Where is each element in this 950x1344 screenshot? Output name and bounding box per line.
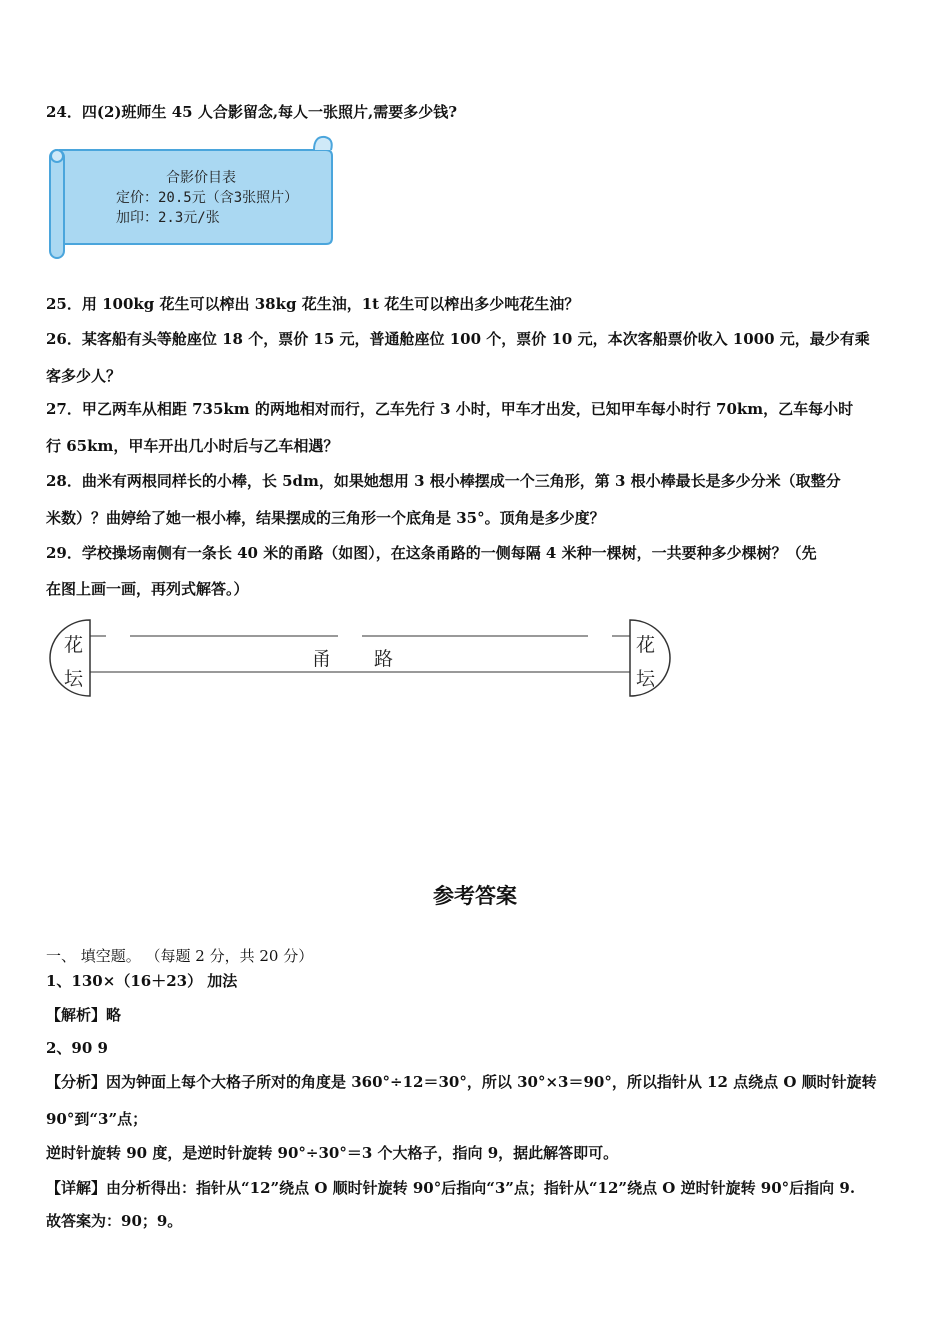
answers-section-title: 一、 填空题。 （每题 2 分，共 20 分） <box>46 947 314 965</box>
left-flowerbed-char2: 坛 <box>64 668 84 690</box>
question-27-line1: 27．甲乙两车从相距 735km 的两地相对而行，乙车先行 3 小时，甲车才出发，已知甲车每小时行 70km，乙车每小时 <box>46 400 854 418</box>
right-flowerbed-char2: 坛 <box>636 668 656 690</box>
question-24: 24．四(2)班师生 45 人合影留念,每人一张照片,需要多少钱? <box>46 103 458 121</box>
answer-2-final: 故答案为：90；9。 <box>46 1212 183 1230</box>
road-label-char1: 甬 <box>312 648 332 670</box>
answer-2-analysis-line3: 逆时针旋转 90 度，是逆时针旋转 90°÷30°＝3 个大格子，指向 9，据此解答即可。 <box>46 1144 619 1162</box>
question-25: 25．用 100kg 花生可以榨出 38kg 花生油，1t 花生可以榨出多少吨花生油？ <box>46 295 580 313</box>
price-card-line1: 定价：20.5元（含3张照片） <box>116 190 299 206</box>
answer-2-analysis-line2: 90°到“3”点； <box>46 1110 148 1128</box>
road-lines <box>46 616 674 702</box>
question-26-line1: 26．某客船有头等舱座位 18 个，票价 15 元，普通舱座位 100 个，票价 10 元，本次客船票价收入 1000 元，最少有乘 <box>46 330 870 348</box>
question-28-line2: 米数）？曲婷给了她一根小棒，结果摆成的三角形一个底角是 35°。顶角是多少度？ <box>46 509 605 527</box>
answers-heading: 参考答案 <box>433 883 517 908</box>
answer-2: 2、90 9 <box>46 1039 108 1057</box>
road-diagram <box>46 616 674 702</box>
price-card-title: 合影价目表 <box>166 170 236 186</box>
answer-2-analysis-line1: 【分析】因为钟面上每个大格子所对的角度是 360°÷12＝30°，所以 30°×3＝90°，所以指针从 12 点绕点 O 顺时针旋转 <box>46 1073 877 1091</box>
price-card-line2: 加印：2.3元/张 <box>116 210 220 226</box>
question-27-line2: 行 65km，甲车开出几小时后与乙车相遇？ <box>46 437 339 455</box>
answer-1: 1、130×（16＋23） 加法 <box>46 972 238 990</box>
left-flowerbed-char1: 花 <box>64 634 84 656</box>
answer-2-detail: 【详解】由分析得出：指针从“12”绕点 O 顺时针旋转 90°后指向“3”点；指针从“12”绕点 O 逆时针旋转 90°后指向 9. <box>46 1179 856 1197</box>
question-26-line2: 客多少人？ <box>46 367 122 385</box>
question-29-line1: 29．学校操场南侧有一条长 40 米的甬路（如图），在这条甬路的一侧每隔 4 米种一棵树，一共要种多少棵树？（先 <box>46 544 817 562</box>
question-28-line1: 28．曲米有两根同样长的小棒，长 5dm，如果她想用 3 根小棒摆成一个三角形，第 3 根小棒最长是多少分米（取整分 <box>46 472 841 490</box>
question-29-line2: 在图上画一画，再列式解答。） <box>46 580 249 598</box>
right-flowerbed-char1: 花 <box>636 634 656 656</box>
answer-1-analysis: 【解析】略 <box>46 1006 122 1024</box>
price-card <box>44 130 336 264</box>
road-label-char2: 路 <box>374 648 394 670</box>
